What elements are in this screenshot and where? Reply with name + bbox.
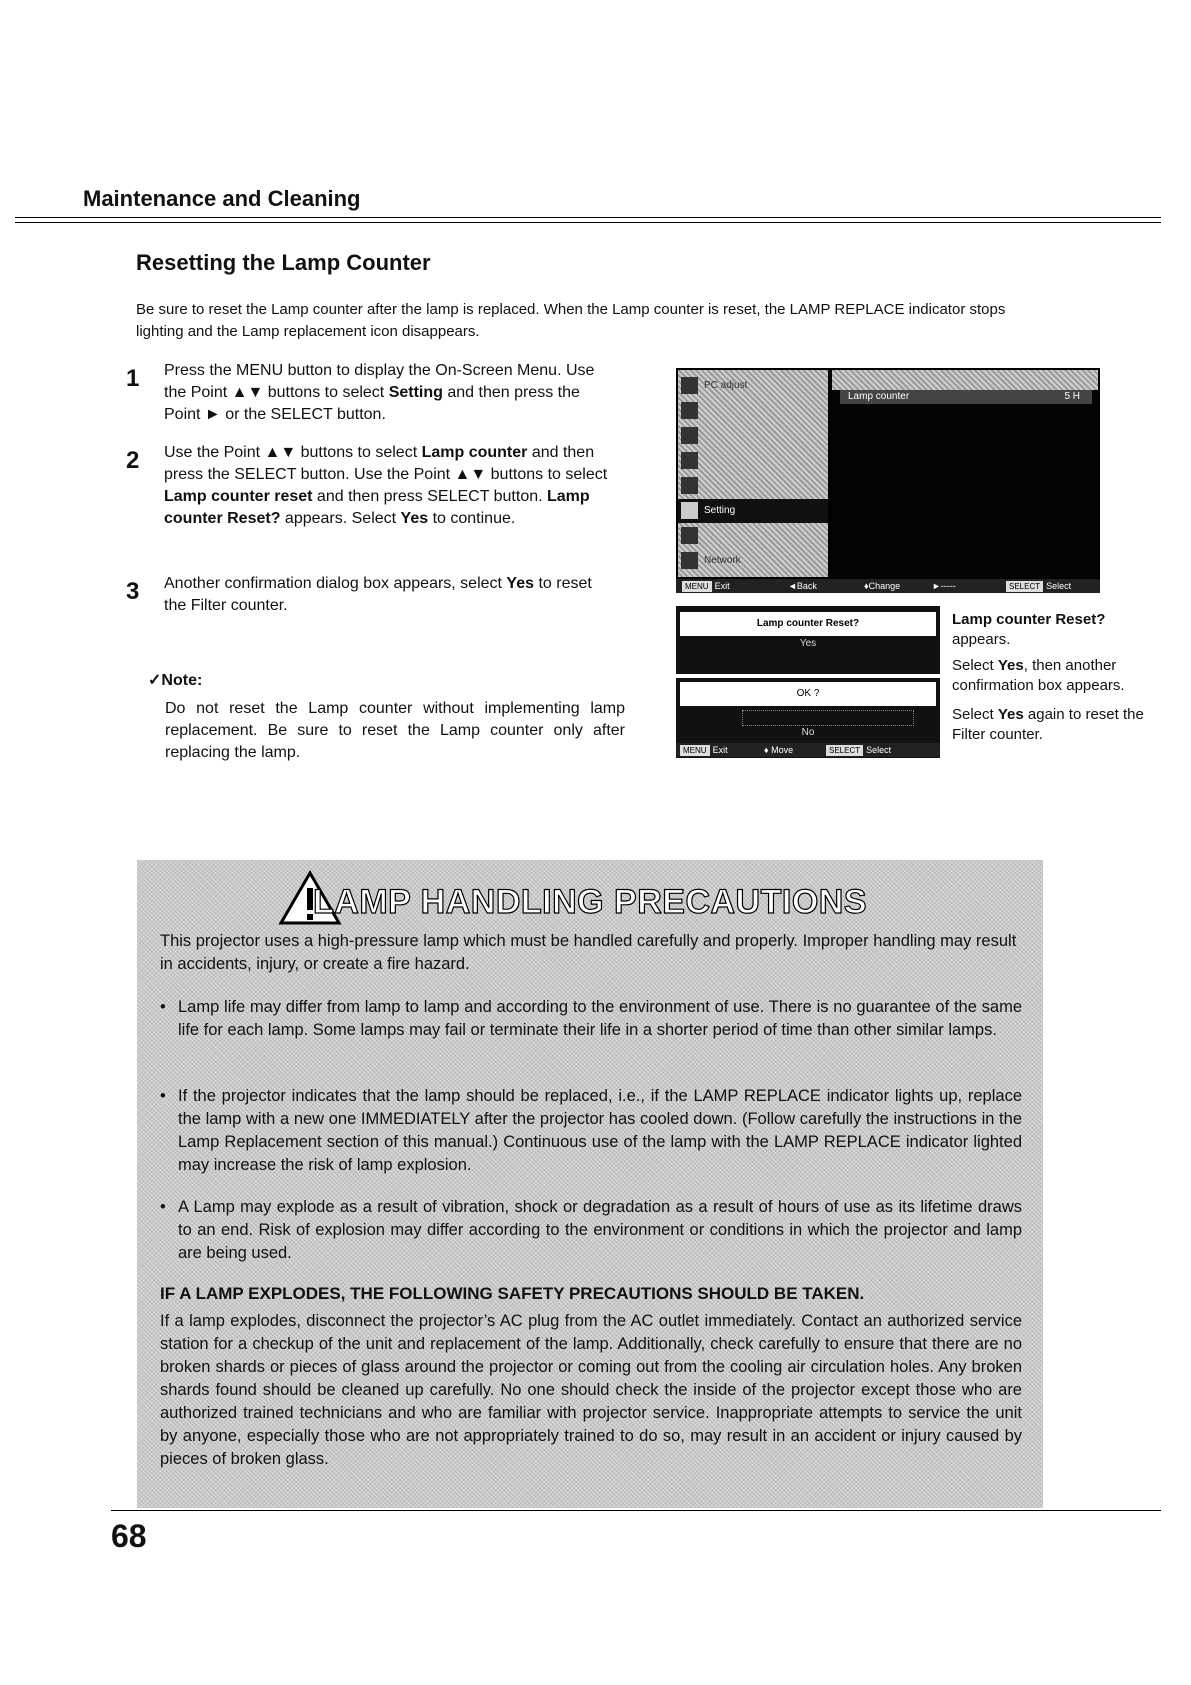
caption-select-yes-again: Select Yes again to reset the Filter counter. — [952, 706, 1144, 743]
step-1-text: Press the MENU button to display the On-Screen Menu. Use the Point ▲▼ buttons to select Setting and then press the Point ► or the SELECT button. — [164, 362, 595, 423]
page-heading: Resetting the Lamp Counter — [136, 250, 431, 275]
lamp-counter-label: Lamp counter — [848, 391, 910, 402]
guide-exit: MENU Exit — [680, 743, 728, 757]
step-3-text: Another confirmation dialog box appears, select Yes to reset the Filter counter. — [164, 575, 592, 614]
bullet-dot: • — [160, 998, 166, 1016]
sound-icon — [681, 477, 698, 494]
confirm-guide-bar — [676, 743, 940, 757]
step-1-number: 1 — [126, 365, 140, 392]
lamp-counter-row — [840, 390, 1092, 404]
precautions-intro: This projector uses a high-pressure lamp which must be handled carefully and properly. Improper handling may result in accidents, injury, or create a fire hazard. — [160, 932, 1017, 973]
footer-rule — [111, 1510, 1161, 1511]
confirm-dialog-title: OK ? — [680, 682, 936, 706]
lamp-counter-value: 5 H — [1064, 391, 1080, 402]
guide-change: ♦Change — [864, 581, 901, 591]
select-key-icon: SELECT — [1006, 581, 1043, 592]
explosion-heading: IF A LAMP EXPLODES, THE FOLLOWING SAFETY PRECAUTIONS SHOULD BE TAKEN. — [160, 1284, 865, 1303]
step-2-text: Use the Point ▲▼ buttons to select Lamp counter and then press the SELECT button. Use the Point ▲▼ buttons to select Lamp counter reset and then press SELECT button. Lamp counter Reset? appears. Select Yes to continue. — [164, 444, 608, 527]
menu-item-setting: Setting — [678, 499, 828, 523]
image-select-icon — [681, 402, 698, 419]
image-adjust-icon — [681, 427, 698, 444]
header-rule-double — [15, 222, 1161, 223]
header-rule — [15, 217, 1161, 218]
guide-exit: MENU Exit — [682, 579, 730, 593]
page-number: 68 — [111, 1518, 147, 1554]
step-2-number: 2 — [126, 447, 140, 474]
step-3-number: 3 — [126, 578, 140, 605]
pc-adjust-icon — [681, 377, 698, 394]
guide-select: SELECT Select — [1006, 579, 1071, 593]
precautions-title: LAMP HANDLING PRECAUTIONS — [313, 883, 867, 921]
guide-select: SELECT Select — [826, 743, 891, 757]
menu-submenu-header — [832, 370, 1098, 390]
precaution-bullet: • A Lamp may explode as a result of vibration, shock or degradation as a result of hours of use as its lifetime draws to an end. Risk of explosion may differ according to the environment or conditions in which the projector and lamp are being used. — [160, 1198, 1022, 1262]
menu-item-5 — [678, 474, 828, 498]
intro-paragraph: Be sure to reset the Lamp counter after the lamp is replaced. When the Lamp counter is reset, the LAMP REPLACE indicator stops lighting and the Lamp replacement icon disappears. — [136, 301, 1006, 340]
menu-icon-column — [678, 370, 828, 577]
dialog-yes-option: Yes — [799, 638, 817, 649]
caption-select-yes: Select Yes, then another confirmation box appears. — [952, 657, 1125, 694]
screen-icon — [681, 452, 698, 469]
guide-arrow: ►----- — [932, 581, 956, 591]
guide-move: ♦ Move — [764, 745, 794, 755]
menu-item-7 — [678, 524, 828, 548]
explosion-text: If a lamp explodes, disconnect the projector’s AC plug from the AC outlet immediately. Contact an authorized service station for a checkup of the unit and replacement of the lamp. Additionally, check carefully to ensure that there are no broken shards or pieces of glass around the projector or coming out from the cooling air circulation holes. Any broken shards found should be cleaned up carefully. No one should check the inside of the projector except those who are authorized trained technicians and who are familiar with projector service. Inappropriate attempts to service the unit by anyone, especially those who are not appropriately trained to do so, may result in an accident or injury caused by pieces of broken glass. — [160, 1312, 1022, 1468]
lamp-reset-dialog-title: Lamp counter Reset? — [680, 612, 936, 636]
network-icon — [681, 552, 698, 569]
menu-item-network: Network — [678, 549, 828, 573]
bullet-dot: • — [160, 1087, 166, 1105]
section-title: Maintenance and Cleaning — [83, 186, 361, 211]
menu-item-3 — [678, 424, 828, 448]
menu-item-2 — [678, 399, 828, 423]
setting-icon — [681, 502, 698, 519]
menu-item-pc-adjust: PC adjust — [678, 374, 828, 398]
note-text: Do not reset the Lamp counter without implementing lamp replacement. Be sure to reset the Lamp counter only after replacing the lamp. — [165, 700, 625, 761]
guide-back: ◄Back — [788, 581, 817, 591]
caption-reset-appears: Lamp counter Reset? appears. — [952, 611, 1106, 648]
precaution-bullet: • Lamp life may differ from lamp to lamp and according to the environment of use. There is no guarantee of the same life for each lamp. Some lamps may fail or terminate their life in a shorter period of time than other similar lamps. — [160, 998, 1022, 1039]
menu-guide-bar — [676, 579, 1100, 593]
confirm-no-option: No — [801, 727, 815, 738]
bullet-dot: • — [160, 1198, 166, 1216]
menu-key-icon: MENU — [680, 745, 710, 756]
menu-item-4 — [678, 449, 828, 473]
select-key-icon: SELECT — [826, 745, 863, 756]
confirm-yes-option — [742, 710, 914, 726]
information-icon — [681, 527, 698, 544]
menu-key-icon: MENU — [682, 581, 712, 592]
note-title: ✓Note: — [148, 672, 203, 689]
precaution-bullet: • If the projector indicates that the lamp should be replaced, i.e., if the LAMP REPLACE indicator lights up, replace the lamp with a new one IMMEDIATELY after the projector has cooled down. (Follow carefully the instructions in the Lamp Replacement section of this manual.) Continuous use of the lamp with the LAMP REPLACE indicator lighted may increase the risk of lamp explosion. — [160, 1087, 1022, 1174]
